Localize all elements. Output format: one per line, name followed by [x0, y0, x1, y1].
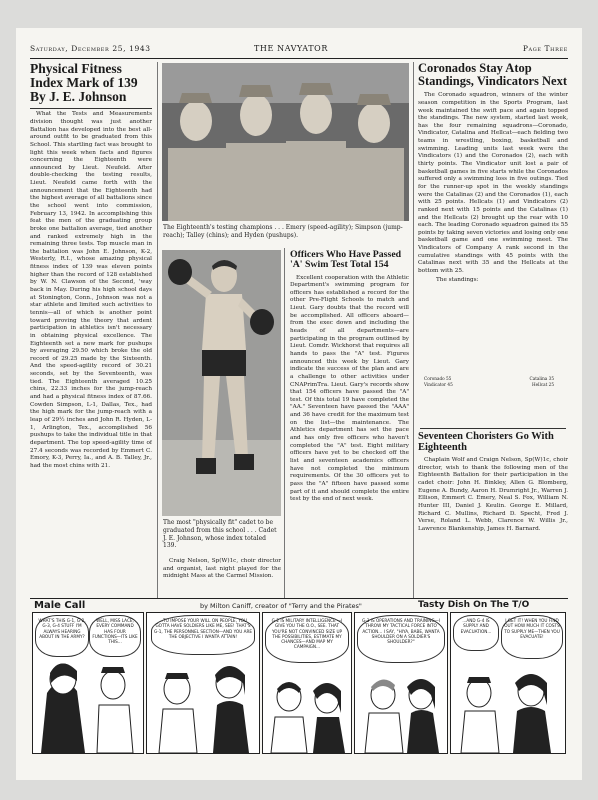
- article-body: The Coronado squadron, winners of the winter season competition in the Sports Program, last week maintained the swift pace and again topped the standings. The new system, started last week, has the four remaining squadrons—Coronado, Vindicator, Catalina and Hellcat—each fielding two teams in wrestling, boxing, basketball and swimming. Leading units last week were the Vindicators (1) and the Coronados (2), each with thirty points. The Vindicator unit lost a pair of basketball games in five starts while the Coronados suffered only a swimming loss in five outings. Tied for the runner-up spot in the weekly standings were the Catalinas (2) and the Coronados (1), each with 25 points. Hellcats (1) and Vindicators (2) ranked next with 15 points and the Catalinas (1) and the Hellcats (2) brought up the rear with 10 each. The leading Coronado squadron gained its 55 points by taking seven victories and losing only one basketball game and one swimming meet. The Vindicators of Company A rank second in the cumulative standings with 45 points with the Catalinas next with 35 and the Hellcats at the bottom with 25. The standings:: [418, 92, 568, 284]
- article-body: What the Tests and Measurements division thought was just another Battalion has developed into the best all-around outfit to be graduated from this School. This startling fact was brought to light this week when facts and figures concerning the Eighteenth were announced by Lieut. Neufeld. After double-checking the testing results, Lieut. Neufeld came forth with the announcement that the Eighteenth had the highest average of all battalions since the school went into commission, February 13, 1942. In accomplishing this feat the men of the graduating group broke one battalion average, tied another and ranked extremely high in the remaining three tests. Top muscle man in the battalion was John E. Johnson, K-2, Westerly, R.I., whose amazing physical fitness index of 139 was eleven points higher than the record of 128 established by W. N. Clawson of the Second, 'way back in May. During his high school days at Stonington, Conn., Johnson was not a star athlete and limited such activities to tennis—all of which is another point toward proving the theory that ardent participation in athletics isn't necessary in obtaining physical excellence. The Eighteenth set a new mark for pushups by averaging 29.50 which broke the old record of 29.25 made by the Sixteenth. And the speed-agility record of 30.21 seconds, set by the Seventeenth, was tied. The Eighteenth averaged 10.25 chins, 22.33 inches for the jump-reach and had a physical fitness index of 87.66. Cowden Simpson, L-1, Dallas, Tex., had the high mark for the jump-reach with a leap of 29½ inches and John R. Hyden, L-1, Arlington, Tex., accomplished 56 pushups to take the individual title in that department. The top speed-agility time of 27.4 seconds was recorded by Emmert C. Emory, K-3, Perry, Ia., and A. B. Talley, Jr., had the most chins with 21.: [30, 111, 152, 469]
- comic-left-title: Male Call: [34, 600, 86, 611]
- standings-entry: Catalina 35: [529, 376, 554, 382]
- speech-balloon: I GET IT! WHEN YOU FIND OUT HOW MUCH IT COSTS TO SUPPLY ME—THEN YOU EVACUATE!: [501, 615, 563, 659]
- comic-top-rule: [30, 598, 568, 599]
- comic-byline: by Milton Caniff, creator of "Terry and the Pirates": [200, 602, 362, 610]
- comic-panel-4-art: [355, 613, 447, 753]
- photo-champions-caption: The Eighteenth's testing champions . . . Emery (speed-agility); Simpson (jump-reach); Talley (chins); and Hyden (pushups).: [163, 224, 403, 239]
- article-body: Chaplain Wolf and Craign Nelson, Sp(W)1c, choir director, wish to thank the following men of the Eighteenth Battalion for their participation in the cadet choir: John H. Binkley, Allen G. Blomberg, Eugene A. Bundy, Aaron H. Drumright Jr., Warren J. Ellison, Emmert C. Emery, Neal S. Fox, William N. Hunter III, Daniel J. Keulin. George E. Millard, Richard C. Mullins, Richard D. Specht, Fred J. Verse, Roland L. Webb, Clarence W. Willis Jr., Lawrence Blankenship, James H. Barnard.: [418, 457, 568, 532]
- comic-panel-3-art: [263, 613, 351, 753]
- comic-panel-1-art: [33, 613, 143, 753]
- comic-panel-4: [354, 612, 448, 754]
- speech-balloon: G-3 IS OPERATIONS AND TRAINING—I THROW MY TACTICAL FORCE INTO ACTION... I SAY, "HIYA, BABE, WANTA SHOULDER ON A SOLDIER'S SHOULDER?": [357, 615, 445, 663]
- header-page: Page Three: [522, 44, 568, 53]
- article-coronados: [418, 62, 568, 388]
- comic-panel-2: [146, 612, 260, 754]
- article-physical-fitness: [30, 62, 152, 583]
- column-rule-left: [157, 62, 158, 598]
- standings-entry: Hellcat 25: [531, 382, 554, 388]
- column-rule-mid: [284, 248, 285, 598]
- article-title: Coronados Stay Atop Standings, Vindicators Next: [418, 61, 567, 89]
- comic-panel-3: [262, 612, 352, 754]
- speech-balloon: ...AND G-4 IS SUPPLY AND EVACUATION...: [453, 615, 499, 651]
- article-title: Seventeen Choristers Go With Eighteenth: [418, 431, 554, 454]
- article-divider: [420, 428, 566, 429]
- photo-boxer-image: [162, 250, 281, 516]
- column-rule-right: [413, 62, 414, 598]
- standings-table: [424, 376, 554, 388]
- photo-champions-image: [162, 63, 409, 221]
- speech-balloon: ...TO IMPOSE YOUR WILL ON PEOPLE, YOU GOTTA HAVE SOLDIERS LIKE ME, SEE! THAT'S G-1, THE PERSONNEL SECTION—AND YOU ARE THE OBJECTIVE I WANTA ATTAIN!: [151, 615, 255, 655]
- article-body: Excellent cooperation with the Athletic Department's swimming program for officers has established a record for the other Pre-Flight Schools to match and Lieut. Gary doubts that the record will be accomplished. All officers aboard—from the exec down and including the heads of all departments—are participating in the program outlined by Lieut. Comdr. Wickhorst that requires all hands to pass the "A" test. Figures announced this week by Lieut. Gary indicate the success of the plan and are a challenge to other activities under CNAPrimTra. Lieut. Gary's records show that 154 officers have passed the "A" test. Of this total 19 have completed the "AA." Seventeen have passed the "AAA" and 36 have credit for the maximum test on the list—the maintenance. The Athletics department has set the pace and has only five officers who haven't completed the "A" test. Eight military officers have yet to be checked off the list and seventeen academics officers have not completed the minimum requirements. Of the 30 officers yet to pass the "A" fifteen have passed some part of it and should complete the entire test by the end of next week.: [290, 274, 409, 503]
- standings-entry: Coronado 55: [424, 376, 452, 382]
- speech-balloon: G-2 IS MILITARY INTELLIGENCE —I GIVE YOU THE O.O., SEE. THAT YOU'RE NOT CONVINCED SIZE UP THE POSSIBILITIES, ESTIMATE MY CHANCES—AND MAP MY CAMPAIGN...: [265, 615, 349, 663]
- comic-panel-5-art: [451, 613, 565, 753]
- standings-entry: Vindicator 45: [424, 382, 453, 388]
- craig-nelson-fragment: Craig Nelson, Sp(W)1c, choir director and organist, last night played for the midnight Mass at the Carmel Mission.: [163, 558, 281, 580]
- photo-boxer: [162, 250, 281, 516]
- header-rule: [30, 58, 568, 59]
- speech-balloon: WHAT'S THIS G-1, G-2, G-3, G-4 STUFF I'M ALWAYS HEARING ABOUT IN THE ARMY?: [35, 615, 89, 657]
- article-swim-test: [290, 250, 409, 571]
- header-date: Saturday, December 25, 1943: [30, 44, 151, 53]
- article-title: Physical Fitness Index Mark of 139 By J. E. Johnson: [30, 61, 138, 105]
- speech-balloon: WELL, MISS LACE, EVERY COMMAND HAS FOUR FUNCTIONS—ITS LIKE THIS...: [89, 615, 141, 657]
- article-title: Officers Who Have Passed 'A' Swim Test Total 154: [290, 249, 402, 271]
- photo-boxer-caption: The most "physically fit" cadet to be graduated from this school . . . Cadet J. E. Johnson, whose index totaled 139.: [163, 519, 277, 550]
- comic-panel-2-art: [147, 613, 259, 753]
- comic-panel-1: [32, 612, 144, 754]
- page-header: [30, 44, 568, 56]
- photo-testing-champions: [162, 63, 409, 221]
- standings-label: The standings:: [436, 277, 479, 284]
- comic-right-title: Tasty Dish On The T/O: [418, 600, 530, 610]
- comic-panel-5: [450, 612, 566, 754]
- article-choristers: [418, 431, 568, 591]
- header-masthead: THE NAVYATOR: [254, 44, 328, 53]
